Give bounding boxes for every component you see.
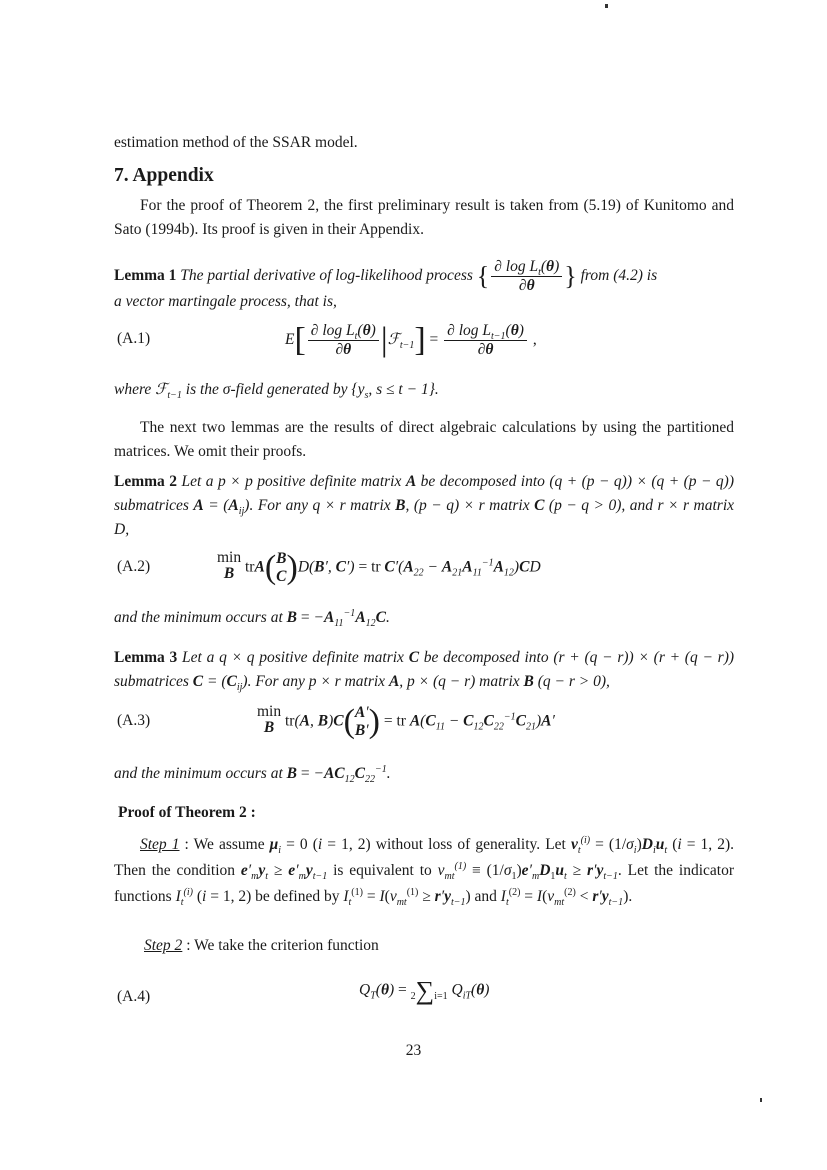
equation-a4: (A.4) $Q_T(\theta) = 2\sum i=1$ $Q_{iT}(\theta)$ [117,976,490,1005]
lemma-3-label: Lemma 3 [114,649,178,666]
scan-speck [760,1098,762,1102]
lemma-2: Lemma 2 Let a p × p positive definite matrix A be decomposed into (q + (p − q)) × (q + (p − q)) submatrices $A = (A_{ij})$. For any q × r matrix B, (p − q) × r matrix C (p − q > 0), and r × r matrix D, [114,473,735,538]
equation-number: (A.3) [117,712,151,729]
section-heading [114,165,214,187]
step-1-label: Step 1 [140,836,180,853]
lemma-2-conclusion: and the minimum occurs at $B = -A_{11}^{-1}A_{12}C$. [114,607,390,630]
equation-a3: (A.3) min B tr(A, B)C( A′ B′ ) = tr $A(C_{11} - C_{12}C_{22}^{-1}C_{21})A'$ [117,703,555,740]
lemma-1: Lemma 1 The partial derivative of log-likelihood process { $\frac{\partial \log L_t(\theta)}{\partial\theta}$ } from (4.2) is [114,258,658,294]
equation-number: (A.1) [117,330,151,347]
equation-number: (A.2) [117,558,151,575]
next-lemmas-paragraph: The next two lemmas are the results of direct algebraic calculations by using the partitioned matrices. We omit their proofs. [114,419,734,460]
section-title: Appendix [132,165,214,186]
equation-a1: (A.1) E[ $\frac{\partial \log L_t(\theta)}{\partial\theta}$ |ℱ$_{t-1}$] = $\frac{\partial \log L_{t-1}(\theta)}{\partial\theta}$ , [117,321,537,359]
lemma-2-label: Lemma 2 [114,473,177,490]
lemma-3: Lemma 3 Let a q × q positive definite matrix C be decomposed into (r + (q − r)) × (r + (q − r)) submatrices $C = (C_{ij})$. For any p × r matrix A, p × (q − r) matrix B (q − r > 0), [114,649,735,694]
lemma-1-label: Lemma 1 [114,267,177,285]
lemma-1-text-b: from (4.2) is [580,267,658,285]
header-line: estimation method of the SSAR model. [114,134,358,151]
equation-number: (A.4) [117,988,151,1005]
intro-paragraph: For the proof of Theorem 2, the first preliminary result is taken from (5.19) of Kunitomo and Sato (1994b). Its proof is given in their Appendix. [114,197,734,238]
proof-title: Proof of Theorem 2 : [118,804,256,821]
page-number: 23 [405,1042,422,1059]
lemma-1-text-a: The partial derivative of log-likelihood process [180,267,473,285]
scan-speck [605,4,608,8]
step-2-text: We take the criterion function [194,937,379,954]
lemma-3-conclusion: and the minimum occurs at $B = -AC_{12}C_{22}^{-1}$. [114,763,391,786]
proof-step-1: Step 1 : We assume $\mu_i = 0$ (i = 1, 2) without loss of generality. Let $v_t^{(i)} = (1/\sigma_i)D_iu_t$ (i = 1, 2). Then the condition $e'_my_t \ge e'_my_{t-1}$ is equivalent to $v_{mt}^{(1)} \equiv (1/\sigma_1)e'_mD_1u_t \ge r'y_{t-1}$. Let the indicator functions $I_t^{(i)}$ (i = 1, 2) be defined by $I_t^{(1)} = I(v_{mt}^{(1)} \ge r'y_{t-1})$ and $I_t^{(2)} = I(v_{mt}^{(2)} < r'y_{t-1})$. [114,834,735,909]
proof-step-2: Step 2 : We take the criterion function [144,937,379,954]
lemma-1-text-c: a vector martingale process, that is, [114,293,337,310]
section-number: 7. [114,165,129,186]
step-2-label: Step 2 [144,937,183,954]
lemma-1-where: where ℱ$_{t-1}$ is the σ-field generated by {$y_s$, s ≤ t − 1}. [114,381,439,402]
equation-a2: (A.2) min B trA( B C )D(B′, C′) = tr $C'(A_{22} - A_{21}A_{11}^{-1}A_{12})CD$ [117,549,541,586]
